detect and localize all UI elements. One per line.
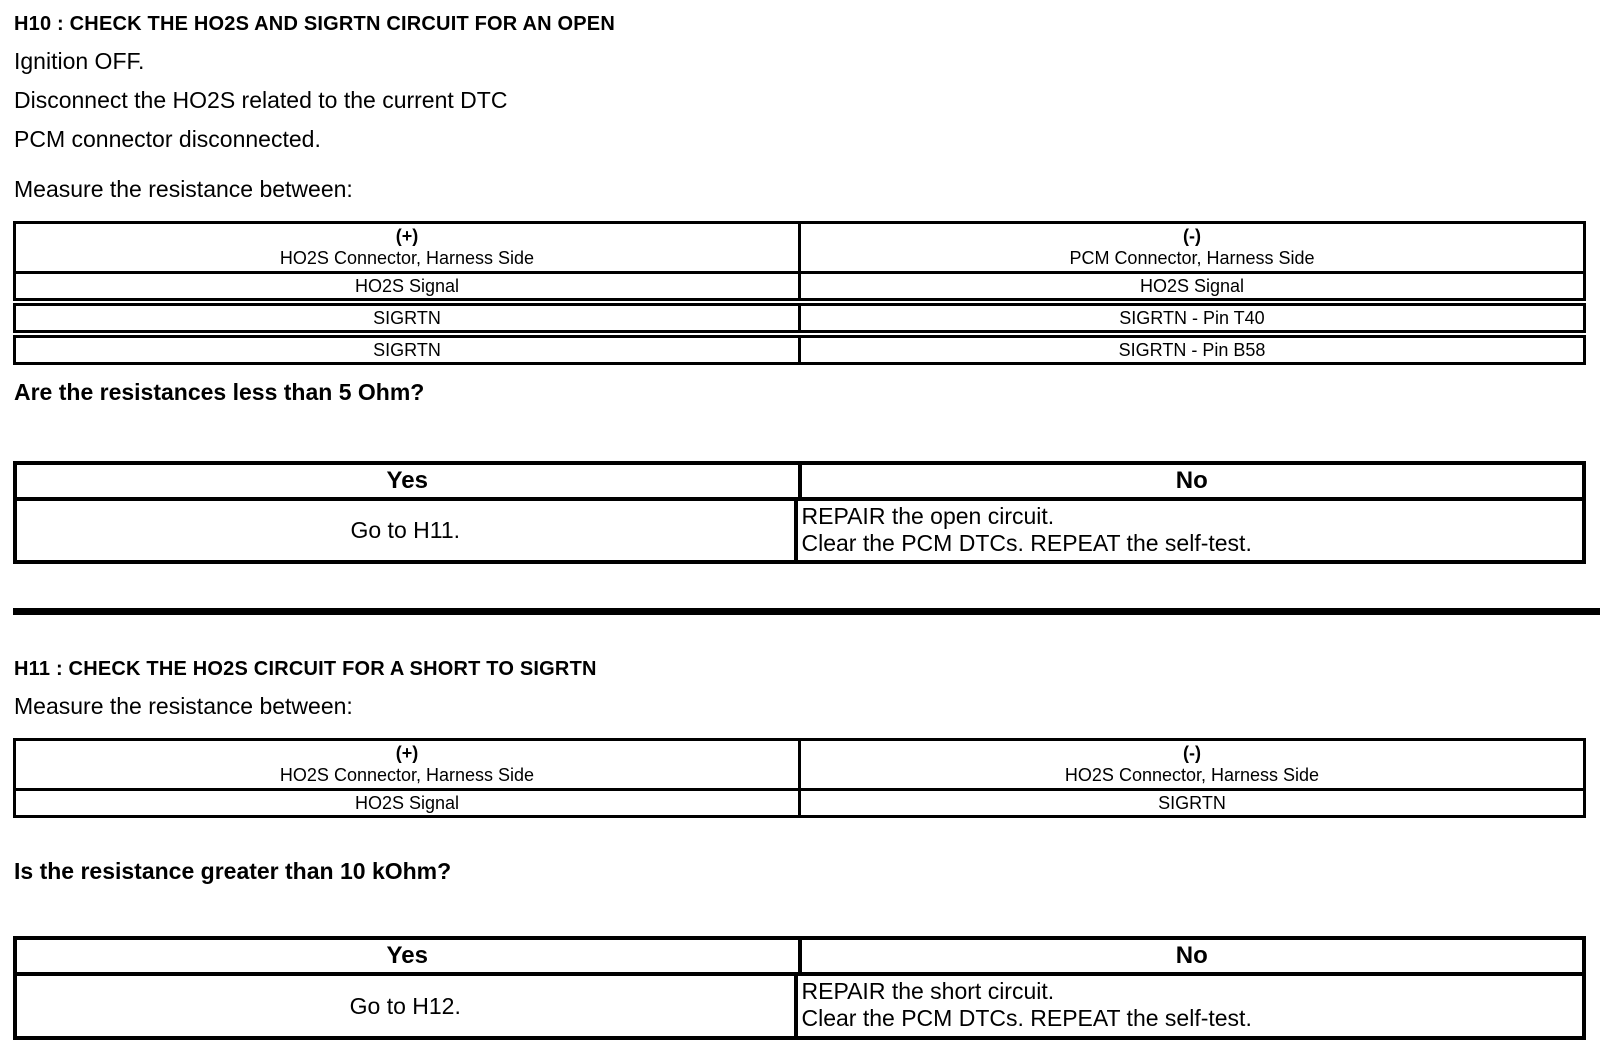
no-action-line: Clear the PCM DTCs. REPEAT the self-test. [801,530,1252,556]
measurement-row-group [13,335,1586,365]
measurement-minus-cell: SIGRTN - Pin T40 [798,306,1583,330]
h11-question: Is the resistance greater than 10 kOhm? [14,858,452,884]
decision-body-row [17,976,1582,1036]
measurement-minus-cell: SIGRTN [798,791,1583,815]
decision-header-row [17,465,1582,501]
h11-measurement-table [13,738,1586,818]
no-action-cell [794,976,1583,1036]
minus-header-cell [798,224,1583,271]
decision-body-row [17,501,1582,560]
h10-decision-table [13,461,1586,564]
measurement-plus-cell: HO2S Signal [354,276,460,296]
h10-measurement-header-group [13,221,1586,301]
plus-sign: (+) [395,743,419,763]
no-header-cell: No [798,940,1583,972]
h11-measurement-header-group [13,738,1586,818]
no-action-line: Clear the PCM DTCs. REPEAT the self-test. [801,1005,1252,1031]
yes-header-cell: Yes [386,942,428,969]
h10-measurement-table [13,221,1586,365]
yes-header-cell: Yes [386,467,428,494]
minus-header-label: PCM Connector, Harness Side [1069,248,1315,268]
plus-header-cell [16,741,798,788]
section-h11 [13,657,1586,1040]
instruction-pcm-disconnected: PCM connector disconnected. [14,126,321,152]
decision-header-row [17,940,1582,976]
minus-sign: (-) [1183,226,1201,246]
measurement-minus-cell: HO2S Signal [798,274,1583,298]
measurement-row [16,271,1583,298]
yes-action-cell: Go to H11. [350,517,461,543]
h11-decision-table [13,936,1586,1040]
section-h10 [13,12,1586,564]
plus-sign: (+) [395,226,419,246]
measurement-row [16,306,1583,330]
plus-header-cell [16,224,798,271]
plus-header-label: HO2S Connector, Harness Side [279,248,535,268]
h10-question: Are the resistances less than 5 Ohm? [14,379,425,405]
measurement-row [16,338,1583,362]
measurement-row [16,788,1583,815]
instruction-ignition-off: Ignition OFF. [14,48,145,74]
measurement-plus-cell: SIGRTN [373,308,441,328]
step-h11-title: H11 : CHECK THE HO2S CIRCUIT FOR A SHORT TO SIGRTN [14,658,597,680]
measurement-plus-cell: HO2S Signal [354,793,460,813]
no-header-cell: No [798,465,1583,497]
measurement-row-group [13,303,1586,333]
no-action-line: REPAIR the short circuit. [801,978,1055,1004]
no-action-cell [794,501,1583,560]
measurement-plus-cell: SIGRTN [373,340,441,360]
plus-header-label: HO2S Connector, Harness Side [279,765,535,785]
minus-sign: (-) [1183,743,1201,763]
h10-measurement-header-row [16,224,1583,271]
minus-header-label: HO2S Connector, Harness Side [1064,765,1320,785]
no-action-line: REPAIR the open circuit. [801,503,1055,529]
minus-header-cell [798,741,1583,788]
instruction-measure-resistance: Measure the resistance between: [14,693,353,719]
yes-action-cell: Go to H12. [349,992,461,1019]
instruction-measure-resistance: Measure the resistance between: [14,176,353,202]
measurement-minus-cell: SIGRTN - Pin B58 [798,338,1583,362]
instruction-disconnect-ho2s: Disconnect the HO2S related to the current DTC [14,87,508,113]
h11-measurement-header-row [16,741,1583,788]
section-divider [13,608,1600,615]
step-h10-title: H10 : CHECK THE HO2S AND SIGRTN CIRCUIT FOR AN OPEN [14,13,615,35]
